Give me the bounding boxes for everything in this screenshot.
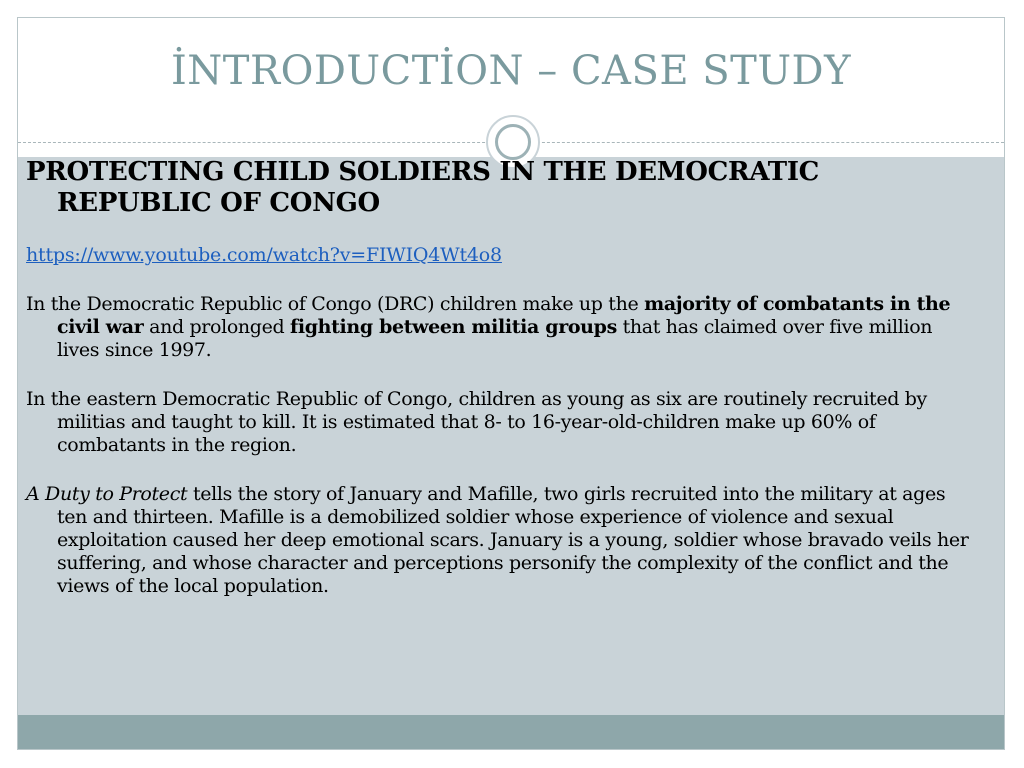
p1-text-3: that has claimed over five million lives since 1997. [57, 316, 933, 361]
slide-title: İNTRODUCTİON – CASE STUDY [170, 48, 852, 94]
content-heading: PROTECTING CHILD SOLDIERS IN THE DEMOCRATIC REPUBLIC OF CONGO [26, 157, 820, 218]
p1-bold-2: fighting between militia groups [290, 316, 617, 338]
p3-film-title: A Duty to Protect [26, 483, 188, 505]
p1-text-1: In the Democratic Republic of Congo (DRC) children make up the [26, 293, 645, 315]
paragraph-eastern-drc: In the eastern Democratic Republic of Congo, children as young as six are routinely recruited by militias and taught to kill. It is estimated that 8- to 16-year-old-children make up 60% of combatants in the region. [26, 388, 927, 456]
youtube-link[interactable]: https://www.youtube.com/watch?v=FIWIQ4Wt4o8 [26, 244, 502, 266]
circle-ornament-ring [495, 124, 531, 160]
paragraph-duty-to-protect [26, 483, 971, 598]
p1-bold-1: majority of combatants in the civil war [57, 293, 951, 338]
slide-body [26, 157, 971, 624]
p1-text-2: and prolonged [143, 316, 291, 338]
footer-band [18, 715, 1004, 749]
p3-text: tells the story of January and Mafille, two girls recruited into the military at ages ten and thirteen. Mafille is a demobilized soldier whose experience of violence and sexual exploitation caused her deep emotional scars. January is a young, soldier whose bravado veils her suffering, and whose character and perceptions personify the complexity of the conflict and the views of the local population. [57, 483, 969, 597]
paragraph-drc-combatants [26, 293, 971, 362]
